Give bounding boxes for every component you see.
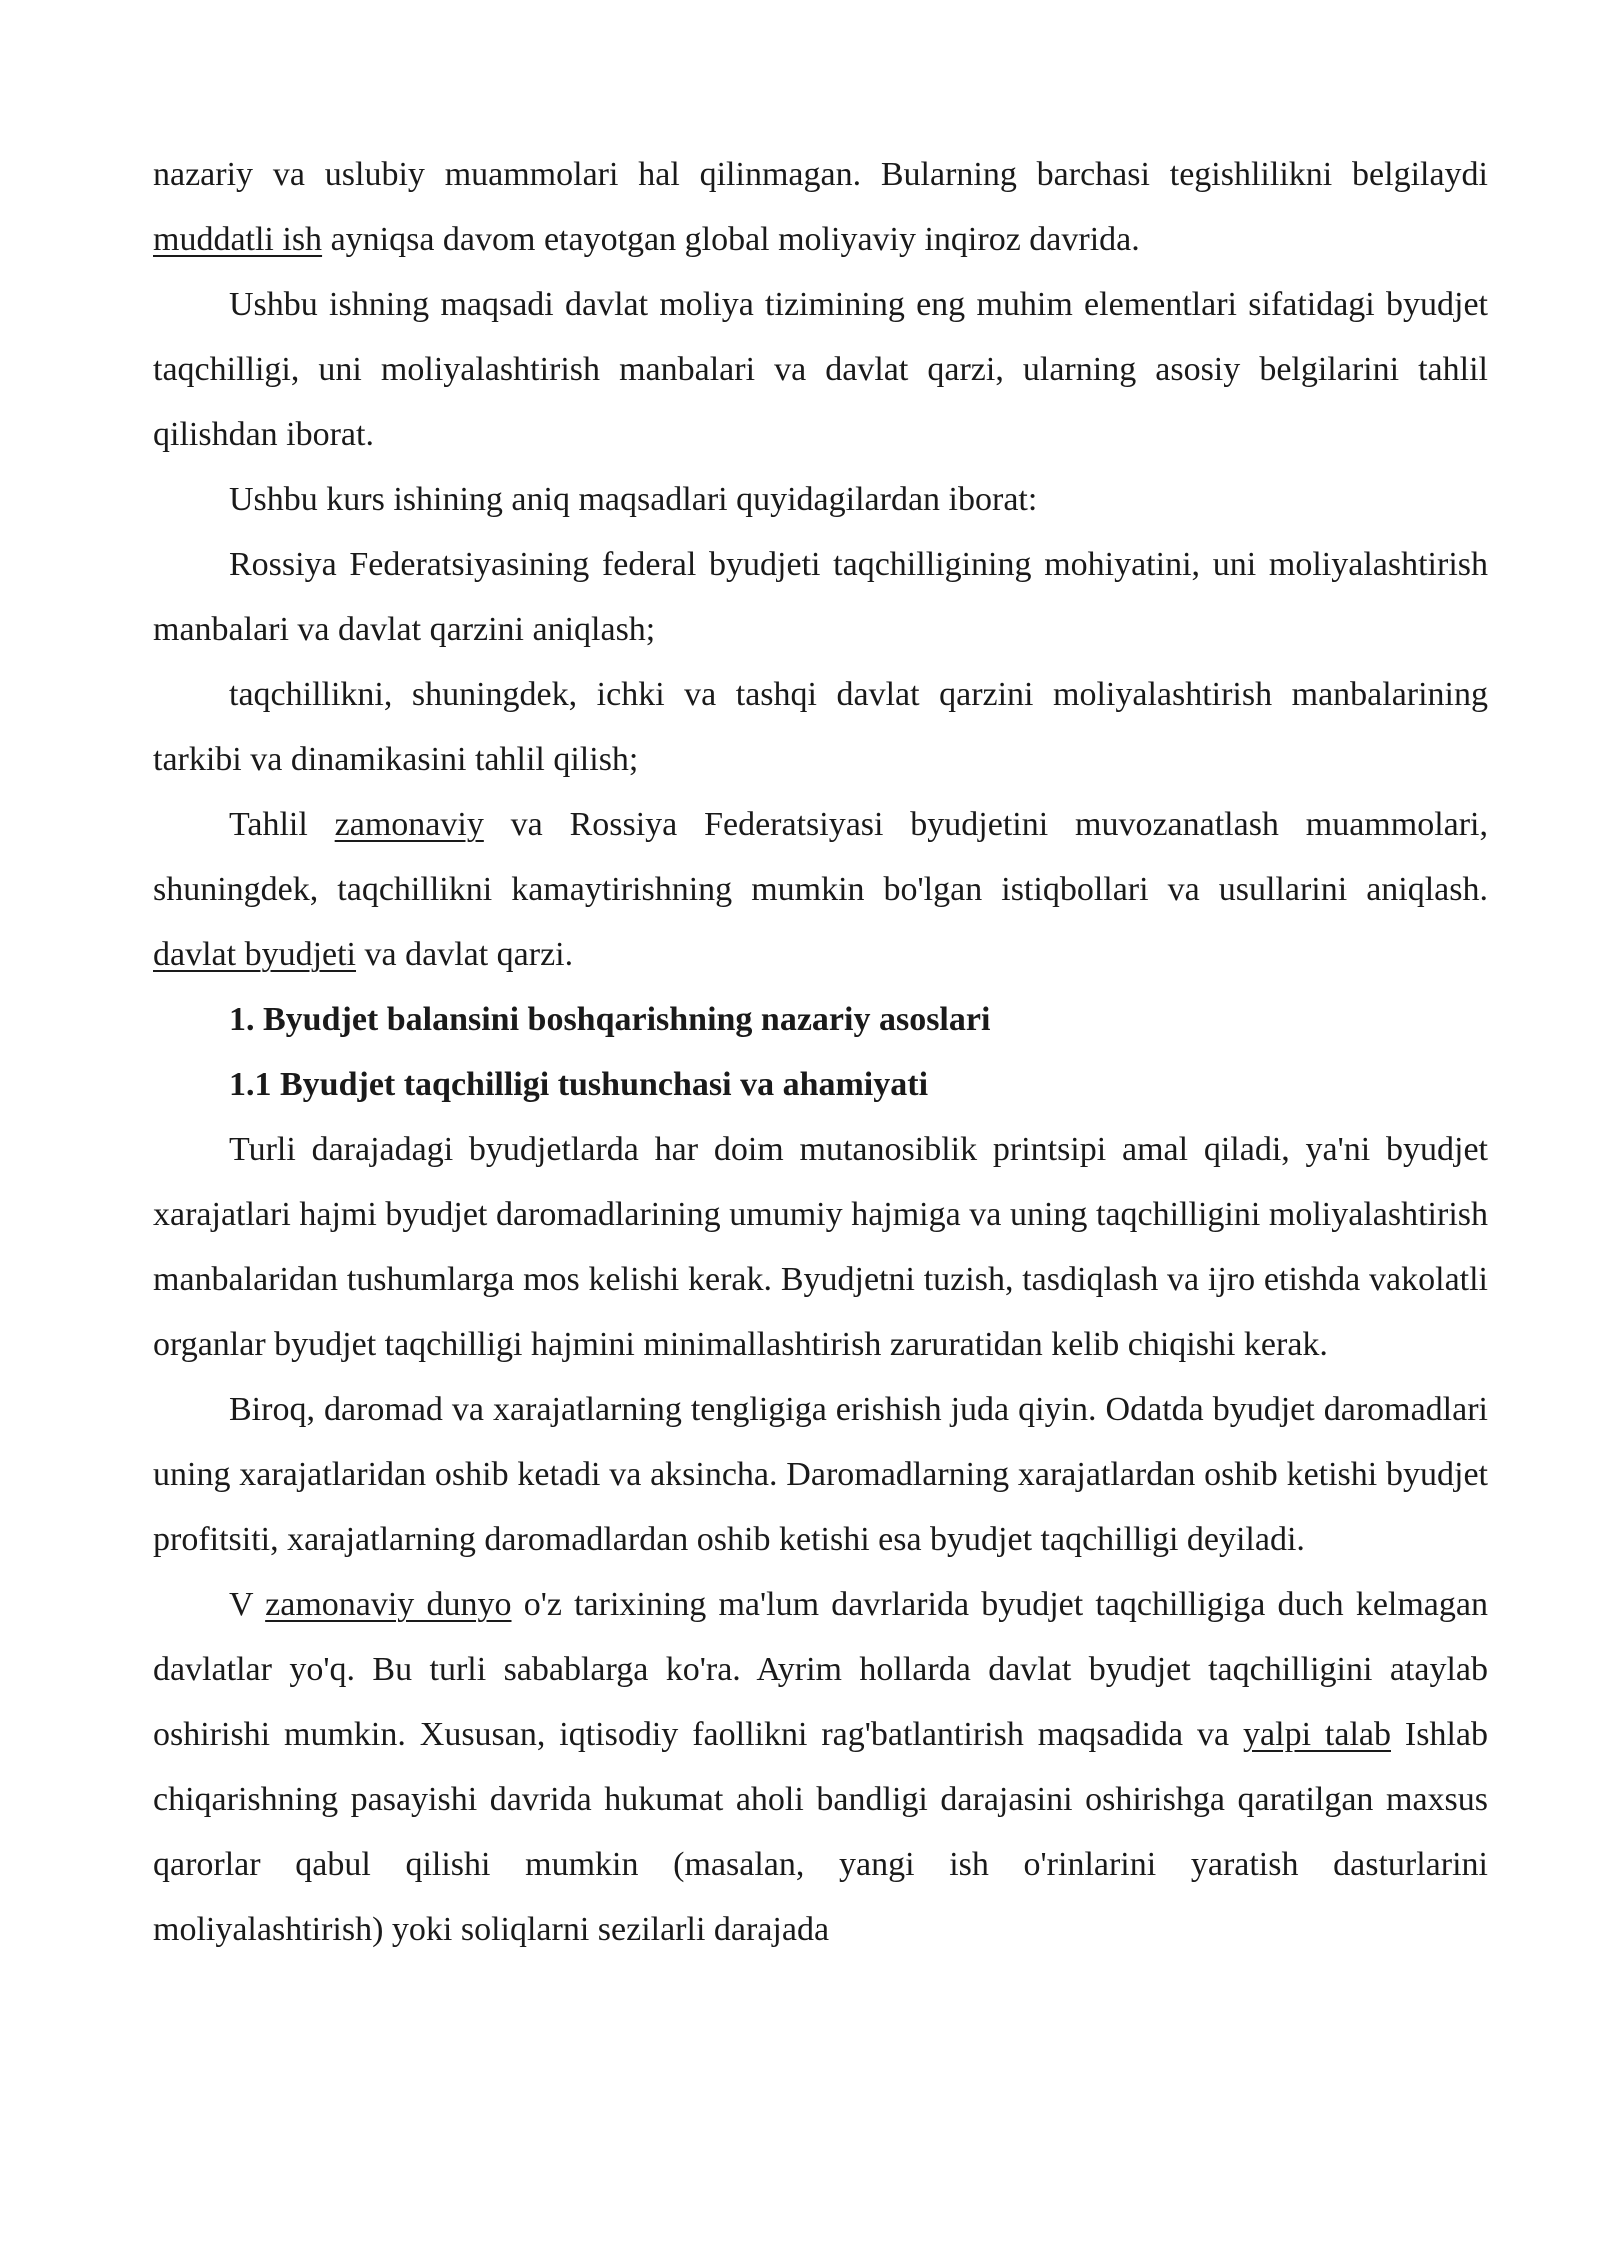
paragraph-balance-principle: Turli darajadagi byudjetlarda har doim mutanosiblik printsipi amal qiladi, ya'ni byudjet xarajatlari hajmi byudjet daromadlarining umumiy hajmiga va uning taqchilligini moliyalashtirish manbalaridan tushumlarga mos kelishi kerak. Byudjetni tuzish, tasdiqlash va ijro etishda vakolatli organlar byudjet taqchilligi hajmini minimallashtirish zaruratidan kelib chiqishi kerak. xyxy=(153,1131,1488,1363)
paragraph-objective-3 xyxy=(153,792,1488,987)
link-zamonaviy[interactable]: zamonaviy xyxy=(334,806,484,843)
paragraph-intro-continuation xyxy=(153,142,1488,272)
paragraph-deficit-definition: Biroq, daromad va xarajatlarning tengligiga erishish juda qiyin. Odatda byudjet daromadlari uning xarajatlaridan oshib ketadi va aksincha. Daromadlarning xarajatlardan oshib ketishi byudjet profitsiti, xarajatlarning daromadlardan oshib ketishi esa byudjet taqchilligi deyiladi. xyxy=(153,1391,1488,1558)
paragraph-text: va Rossiya Federatsiyasi byudjetini muvozanatlash muammolari, shuningdek, taqchillikni kamaytirishning mumkin bo'lgan istiqbollari va usullarini aniqlash. xyxy=(153,806,1488,908)
paragraph-text: ayniqsa davom etayotgan global moliyaviy inqiroz davrida. xyxy=(322,221,1140,258)
paragraph-objective-2: taqchillikni, shuningdek, ichki va tashqi davlat qarzini moliyalashtirish manbalarining tarkibi va dinamikasini tahlil qilish; xyxy=(153,676,1488,778)
section-heading-1-1: 1.1 Byudjet taqchilligi tushunchasi va ahamiyati xyxy=(229,1066,929,1103)
paragraph-modern-world xyxy=(153,1572,1488,1962)
document-page xyxy=(153,142,1488,1962)
paragraph-text: V xyxy=(229,1586,266,1623)
paragraph-text: o'z tarixining ma'lum davrlarida byudjet taqchilligiga duch kelmagan davlatlar yo'q. Bu turli sabablarga ko'ra. Ayrim hollarda davlat byudjet taqchilligini ataylab oshirishi mumkin. Xususan, iqtisodiy faollikni rag'batlantirish maqsadida va xyxy=(153,1586,1488,1753)
paragraph-text: Ishlab chiqarishning pasayishi davrida hukumat aholi bandligi darajasini oshirishga qaratilgan maxsus qarorlar qabul qilishi mumkin (masalan, yangi ish o'rinlarini yaratish dasturlarini moliyalashtirish) yoki soliqlarni sezilarli darajada xyxy=(153,1716,1488,1948)
link-yalpi-talab[interactable]: yalpi talab xyxy=(1243,1716,1391,1753)
link-davlat-byudjeti[interactable]: davlat byudjeti xyxy=(153,936,357,973)
paragraph-text: Tahlil xyxy=(229,806,335,843)
paragraph-goal: Ushbu ishning maqsadi davlat moliya tizimining eng muhim elementlari sifatidagi byudjet taqchilligi, uni moliyalashtirish manbalari va davlat qarzi, ularning asosiy belgilarini tahlil qilishdan iborat. xyxy=(153,286,1488,453)
link-muddatli-ish[interactable]: muddatli ish xyxy=(153,221,323,258)
link-zamonaviy-dunyo[interactable]: zamonaviy dunyo xyxy=(265,1586,512,1623)
paragraph-text: nazariy va uslubiy muammolari hal qilinmagan. Bularning barchasi tegishlilikni belgilaydi xyxy=(153,156,1488,193)
paragraph-objectives-intro: Ushbu kurs ishining aniq maqsadlari quyidagilardan iborat: xyxy=(229,481,1038,518)
section-heading-1: 1. Byudjet balansini boshqarishning nazariy asoslari xyxy=(229,1001,991,1038)
paragraph-objective-1: Rossiya Federatsiyasining federal byudjeti taqchilligining mohiyatini, uni moliyalashtirish manbalari va davlat qarzini aniqlash; xyxy=(153,546,1488,648)
paragraph-text: va davlat qarzi. xyxy=(356,936,574,973)
